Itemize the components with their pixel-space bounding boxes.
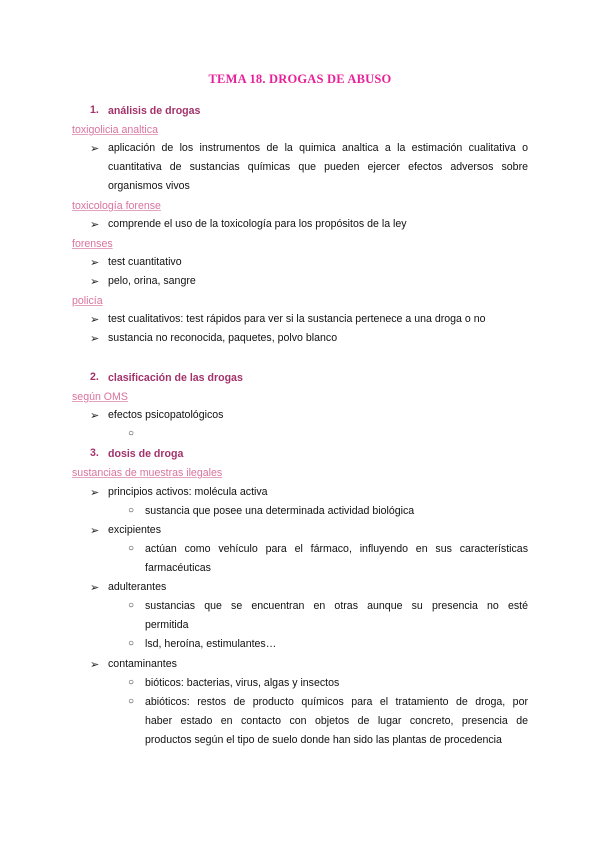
circle-bullet-icon: ○ bbox=[128, 677, 135, 688]
arrow-bullet-icon: ➢ bbox=[90, 219, 100, 231]
section-number: 3. bbox=[90, 447, 99, 459]
arrow-bullet-icon: ➢ bbox=[90, 143, 100, 155]
sub-bullet-text: sustancia que posee una determinada actividad biológica bbox=[145, 505, 415, 517]
bullet-text: cuantitativa de sustancias químicas que pueden ejercer efectos adversos sobre bbox=[108, 161, 528, 173]
sub-bullet-text: bióticos: bacterias, virus, algas y insectos bbox=[145, 677, 340, 689]
circle-bullet-icon: ○ bbox=[128, 600, 135, 611]
sub-bullet-text: farmacéuticas bbox=[145, 562, 211, 574]
arrow-bullet-icon: ➢ bbox=[90, 333, 100, 345]
circle-bullet-icon: ○ bbox=[128, 505, 135, 516]
arrow-bullet-icon: ➢ bbox=[90, 525, 100, 537]
section-heading: análisis de drogas bbox=[108, 105, 201, 117]
arrow-bullet-icon: ➢ bbox=[90, 487, 100, 499]
sub-bullet-text: abióticos: restos de producto químicos para el tratamiento de droga, por bbox=[145, 696, 528, 708]
bullet-text: pelo, orina, sangre bbox=[108, 275, 196, 287]
arrow-bullet-icon: ➢ bbox=[90, 659, 100, 671]
sub-bullet-text: lsd, heroína, estimulantes… bbox=[145, 638, 277, 650]
bullet-text: excipientes bbox=[108, 524, 161, 536]
bullet-text: test cualitativos: test rápidos para ver si la sustancia pertenece a una droga o no bbox=[108, 313, 486, 325]
circle-bullet-icon: ○ bbox=[128, 638, 135, 649]
bullet-text: test cuantitativo bbox=[108, 256, 182, 268]
sub-bullet-text: haber estado en contacto con objetos de lugar concreto, presencia de bbox=[145, 715, 528, 727]
subheading: policía bbox=[72, 295, 103, 307]
section-heading: dosis de droga bbox=[108, 448, 184, 460]
subheading: según OMS bbox=[72, 391, 128, 403]
arrow-bullet-icon: ➢ bbox=[90, 257, 100, 269]
arrow-bullet-icon: ➢ bbox=[90, 582, 100, 594]
circle-bullet-icon: ○ bbox=[128, 543, 135, 554]
arrow-bullet-icon: ➢ bbox=[90, 410, 100, 422]
section-heading: clasificación de las drogas bbox=[108, 372, 243, 384]
bullet-text: aplicación de los instrumentos de la quimica analtica a la estimación cualitativa o bbox=[108, 142, 528, 154]
section-number: 2. bbox=[90, 371, 99, 383]
sub-bullet-text: permitida bbox=[145, 619, 189, 631]
sub-bullet-text: actúan como vehículo para el fármaco, influyendo en sus características bbox=[145, 543, 528, 555]
bullet-text: efectos psicopatológicos bbox=[108, 409, 224, 421]
section-number: 1. bbox=[90, 104, 99, 116]
subheading: sustancias de muestras ilegales bbox=[72, 467, 223, 479]
bullet-text: principios activos: molécula activa bbox=[108, 486, 268, 498]
bullet-text: sustancia no reconocida, paquetes, polvo blanco bbox=[108, 332, 338, 344]
bullet-text: organismos vivos bbox=[108, 180, 190, 192]
bullet-text: adulterantes bbox=[108, 581, 167, 593]
sub-bullet-text: sustancias que se encuentran en otras aunque su presencia no esté bbox=[145, 600, 528, 612]
subheading: forenses bbox=[72, 238, 113, 250]
arrow-bullet-icon: ➢ bbox=[90, 276, 100, 288]
bullet-text: comprende el uso de la toxicología para los propósitos de la ley bbox=[108, 218, 407, 230]
subheading: toxigolicia analtica bbox=[72, 124, 158, 136]
sub-bullet-text: productos según el tipo de suelo donde han sido las plantas de procedencia bbox=[145, 734, 502, 746]
page-title: TEMA 18. DROGAS DE ABUSO bbox=[208, 72, 392, 86]
bullet-text: contaminantes bbox=[108, 658, 177, 670]
circle-bullet-icon: ○ bbox=[128, 696, 135, 707]
arrow-bullet-icon: ➢ bbox=[90, 314, 100, 326]
subheading: toxicología forense bbox=[72, 200, 161, 212]
circle-bullet-icon: ○ bbox=[128, 428, 135, 439]
